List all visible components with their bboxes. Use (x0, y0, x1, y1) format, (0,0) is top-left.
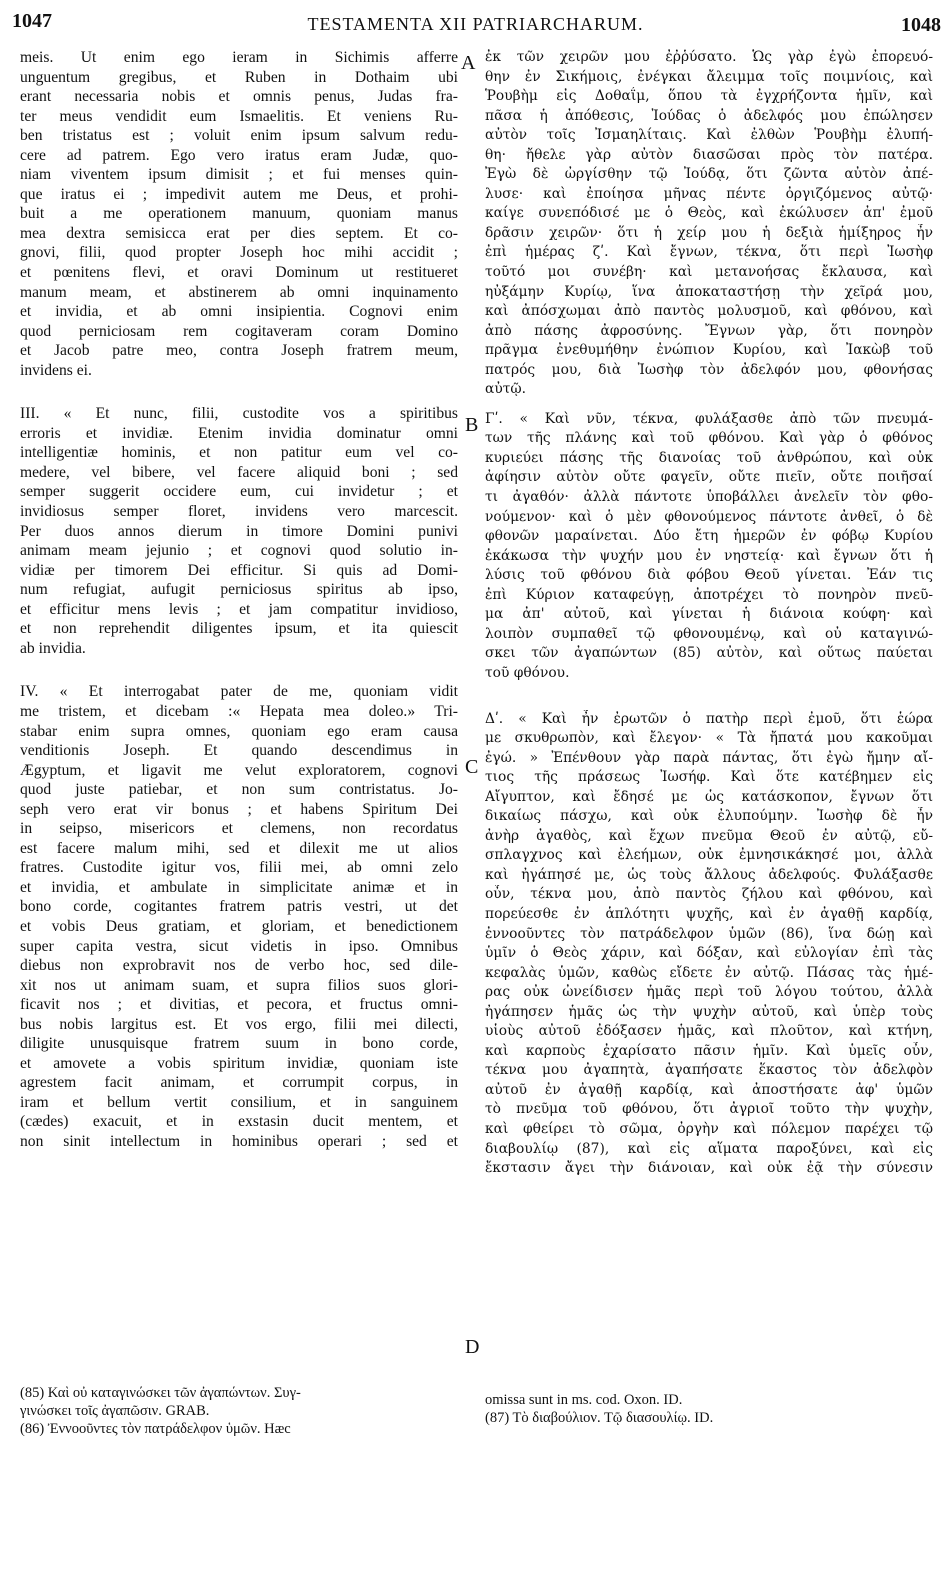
text-line: xit nos ut animam suam, et supra filios suos glori- (20, 976, 458, 994)
text-line: et pœnitens flevi, et oravi Dominum ut restitueret (20, 264, 458, 282)
text-line: medere, vel bibere, vel facere aliquid boni ; sed (20, 463, 458, 481)
text-line: καίγε συνεπόδισέ με ὁ Θεὸς, καὶ ἐκώλυσεν ἀπ' ἐμοῦ (485, 205, 933, 222)
text-line: θη· ἤθελε γὰρ αὐτὸν διασῶσαι πρὸς τὸν πατέρα. (485, 146, 933, 163)
text-line: num refugiat, aufugit perniciosus spiritus ab ipso, (20, 581, 458, 599)
text-line: et invidia, et ab omni insipientia. Cognovi enim (20, 303, 458, 321)
text-line: οὖν, τέκνα μου, ἀπὸ παντὸς ζήλου καὶ φθόνου, καὶ (485, 886, 933, 903)
text-line: quod perniciosam rem cogitaveram coram Domino (20, 322, 458, 340)
text-line: ab invidia. (20, 639, 86, 657)
text-line: Ῥουβὴμ εἰς Δοθαΐμ, ὅπου τὰ ἐγχρήζοντα ἡμῖν, καὶ (485, 88, 933, 105)
text-line: Αἴγυπτον, καὶ ἔδησέ με ὡς κατάσκοπον, ἔγνων ὅτι (485, 788, 933, 805)
text-line: ter meus vendidit eum Ismaelitis. Et veniens Ru- (20, 107, 458, 125)
text-line: meis. Ut enim ego ieram in Sichimis afferre (20, 49, 458, 66)
text-line: bus nobis largitus est. Et vos ergo, filii mei dilecti, (20, 1015, 458, 1033)
paragraph-gap (20, 658, 458, 682)
text-line: πορεύεσθε ἐν ἁπλότητι ψυχῆς, καὶ ἐν ἀγαθῇ καρδίᾳ, (485, 905, 933, 922)
text-line: πατρός μου, διὰ Ἰωσὴφ τὸν ἀδελφόν μου, φθονήσας (485, 361, 933, 378)
text-line: τὸ πνεῦμα τοῦ φθόνου, ὅτι ἀγριοῖ τοῦτο τὴν ψυχὴν, (485, 1101, 933, 1118)
paragraph-gap (485, 400, 933, 410)
text-line: super capita vestra, sicut videtis in ipso. Omnibus (20, 937, 458, 955)
text-line: diebus non exprobravit nos de verbo hoc, sed dile- (20, 957, 458, 975)
text-line: τοῦ φθόνου. (485, 664, 570, 681)
text-line: et non reprehendit diligentes ipsum, et ita quiescit (20, 620, 458, 638)
text-line: κυριεύει πάσης τῆς διανοίας τοῦ ἀνθρώπου, καὶ οὐκ (485, 449, 933, 466)
text-line: venditionis Joseph. Et quando descendimus in (20, 742, 458, 760)
text-line: IV. « Et interrogabat pater de me, quoniam vidit (20, 683, 458, 701)
footnote-line: (87) Τὸ διαβούλιον. Τῷ διασουλίῳ. ID. (485, 1410, 714, 1426)
text-line: manum meam, et abstinerem ab omni inquinamento (20, 283, 458, 301)
text-line: bono corde, cogitantes fratrem patris vestri, ut det (20, 898, 458, 916)
text-line: αὐτοῦ ἐν ἀγαθῇ καρδίᾳ, καὶ ἀποστήσατε ἀφ' ὑμῶν (485, 1081, 933, 1098)
text-line: ben tristatus est ; voluit enim ipsum salvum redu- (20, 127, 458, 145)
text-line: ἐγώ. » Ἐπένθουν γὰρ παρὰ πάντας, ὅτι ἐγὼ ἤμην αἴ- (485, 749, 933, 766)
text-line: erroris et invidiæ. Etenim invidia dominatur omni (20, 424, 458, 442)
text-line: et amovete a vobis spiritum invidiæ, quoniam iste (20, 1054, 458, 1072)
text-line: υἱοὺς αὐτοῦ ἐδόξασεν ἡμᾶς, καὶ πλοῦτον, καὶ κτήνη, (485, 1023, 933, 1040)
text-line: Γʹ. « Καὶ νῦν, τέκνα, φυλάξασθε ἀπὸ τῶν πνευμά- (485, 410, 933, 427)
running-header (0, 0, 951, 44)
text-line: αὐτῷ. (485, 381, 526, 398)
text-line: semper suggerit occidere eum, cui invidetur ; et (20, 483, 458, 501)
text-line: φθονῶν μαραίνεται. Δύο ἔτη ἡμερῶν ἐν φόβῳ Κυρίου (485, 528, 933, 545)
text-line: με σκυθρωπὸν, καὶ ἔλεγον· « Τὰ ἤπατά μου κακοῦμαι (485, 730, 933, 747)
paragraph-gap (485, 684, 933, 710)
footnote-line: omissa sunt in ms. cod. Oxon. ID. (485, 1392, 683, 1408)
text-line: vidiæ per timorem Dei efficitur. Si quis ad Domi- (20, 561, 458, 579)
text-line: σκει τῶν ἀγαπώντων (85) αὐτὸν, καὶ οὕτως παύεται (485, 645, 933, 662)
text-line: gnovi, filii, quod propter Joseph hoc mihi accidit ; (20, 244, 458, 262)
text-line: niam viventem ipsum dimisit ; et fui menses quin- (20, 166, 458, 184)
text-line: me tristem, et dicebam :« Hepata mea doleo.» Tri- (20, 702, 458, 720)
text-line: κεφαλὰς ὑμῶν, καθὼς εἴδετε ἐν αὐτῷ. Πάσας τὰς ἡμέ- (485, 964, 933, 981)
margin-letter-d: D (465, 1336, 480, 1358)
text-line: invidiosus semper floret, invidens vero marcescit. (20, 503, 458, 521)
text-line: est facere malum mihi, sed et dilexit me ut alios (20, 839, 458, 857)
greek-column (485, 48, 933, 1179)
text-line: ἀπὸ πάσης ἀφροσύνης. Ἔγνων γὰρ, ὅτι πονηρὸν (485, 322, 933, 339)
text-line: καὶ φθείρει τὸ σῶμα, ὀργὴν καὶ πόλεμον παρέχει τῷ (485, 1120, 933, 1137)
text-line: ficavit nos ; et divitias, et pecora, et fructus omni- (20, 996, 458, 1014)
text-line: ἀνὴρ ἀγαθὸς, καὶ ἔχων πνεῦμα Θεοῦ ἐν αὐτῷ, εὔ- (485, 827, 933, 844)
margin-letter-c: C (465, 756, 479, 778)
text-line: των τῆς πλάνης καὶ τοῦ φθόνου. Καὶ γὰρ ὁ φθόνος (485, 430, 933, 447)
text-line: et efficitur mens levis ; et jam compatitur invidioso, (20, 600, 458, 618)
text-line: (cædes) exacuit, et in exstasin ducit mentem, et (20, 1113, 458, 1131)
left-page-number: 1047 (12, 10, 52, 32)
text-line: erant necessaria nobis et omnis penus, Judas fra- (20, 88, 458, 106)
text-line: λύσις τοῦ φθόνου διὰ φόβου Θεοῦ γίνεται. Ἐάν τις (485, 567, 933, 584)
text-line: αὐτὸν τοῖς Ἰσμαηλίταις. Καὶ ἐλθὼν Ῥουβὴμ ἐλυπή- (485, 127, 933, 144)
text-line: πᾶσα ἡ ἀπόθεσις, Ἰούδας ὁ ἀδελφός μου ἐπώλησεν (485, 107, 933, 124)
text-line: ὑμῖν ὁ Θεὸς χάριν, καὶ δόξαν, καὶ εὐλογίαν ἐπὶ τὰς (485, 945, 933, 962)
text-line: ρας οὐκ ὠνείδισεν ἡμᾶς περὶ τοῦ λόγου τούτου, ἀλλὰ (485, 984, 933, 1001)
text-line: λοιπὸν συμπαθεῖ τῷ φθονουμένῳ, καὶ οὐ καταγινώ- (485, 625, 933, 642)
text-line: καὶ ἀπόσχωμαι ἀπὸ παντὸς μολυσμοῦ, καὶ φθόνου, καὶ (485, 303, 933, 320)
text-line: ἐπὶ Κύριον καταφεύγῃ, ἀποτρέχει τὸ πονηρὸν πνεῦ- (485, 586, 933, 603)
footnote-line: (86) Ἐννοοῦντες τὸν πατράδελφον ὑμῶν. Hæc (20, 1421, 291, 1437)
text-line: ἐκάκωσα τὴν ψυχήν μου ἐν νηστείᾳ· καὶ ἔγνων ὅτι ἡ (485, 547, 933, 564)
text-line: σπλαγχνος καὶ ἐλεήμων, οὐκ ἐμνησικάκησέ μοι, ἀλλὰ (485, 847, 933, 864)
text-line: et Jacob patre meo, contra Joseph fratrem meum, (20, 342, 458, 360)
text-line: III. « Et nunc, filii, custodite vos a spiritibus (20, 405, 458, 423)
text-line: stabar enim supra omnes, quoniam ego eram causa (20, 722, 458, 740)
margin-letter-b: B (465, 414, 479, 436)
text-line: intelligentiæ hominis, et non patitur eum vel co- (20, 444, 458, 462)
text-line: mea dextra semisicca erat per dies septem. Et co- (20, 224, 458, 242)
text-line: agrestem facit animam, et corrumpit corpus, in (20, 1074, 458, 1092)
text-line: ηὐξάμην Κυρίῳ, ἵνα ἀποκαταστήσῃ τὴν χεῖρά μου, (485, 283, 933, 300)
text-line: τοῦτό μοι συνέβη· καὶ μετανοήσας ἔκλαυσα, καὶ (485, 264, 933, 281)
text-line: Per duos annos dierum in timore Domini punivi (20, 522, 458, 540)
text-line: τιος τῆς πράσεως Ἰωσήφ. Καὶ ὅτε κατέβημεν εἰς (485, 769, 933, 786)
text-line: in seipso, misericors et clemens, non recordatus (20, 820, 458, 838)
text-line: fratres. Custodite igitur vos, filii mei, ab omni zelo (20, 859, 458, 877)
text-line: animam meam jejunio ; et cognovi quod solutio in- (20, 542, 458, 560)
text-line: ἐννοοῦντες τὸν πατράδελφον ὑμῶν (86), ἵνα δώῃ καὶ (485, 925, 933, 942)
text-line: τέκνα μου ἀγαπητὰ, ἀγαπήσατε ἕκαστος τὸν ἀδελφὸν (485, 1062, 933, 1079)
text-line: ἐκ τῶν χειρῶν μου ἐῤῥύσατο. Ὡς γὰρ ἐγὼ ἐπορευό- (485, 49, 933, 65)
footnote-line: γινώσκει τοῖς ἀγαπῶσιν. GRAB. (20, 1403, 210, 1419)
text-line: δικαίως πάσχω, καὶ οὐκ ἐλυπούμην. Ἰωσὴφ δὲ ἦν (485, 808, 933, 825)
right-page-number: 1048 (901, 14, 941, 36)
footnotes-left (20, 1384, 458, 1438)
running-title: TESTAMENTA XII PATRIARCHARUM. (307, 14, 644, 34)
text-line: ἠγάπησεν ἡμᾶς ὡς τὴν ψυχὴν αὐτοῦ, καὶ ὑπὲρ τοὺς (485, 1003, 933, 1020)
text-line: νούμενον· καὶ ὁ μὲν φθονούμενος πάντοτε ἀνθεῖ, ὁ δὲ (485, 508, 933, 525)
text-line: θην ἐν Σικήμοις, ἐνέγκαι ἄλειμμα τοῖς ποιμνίοις, καὶ (485, 68, 933, 85)
text-line: τι ἀγαθόν· ἀλλὰ πάντοτε ὑποβάλλει ἀνελεῖν τὸν φθο- (485, 489, 933, 506)
margin-letter-a: A (461, 52, 476, 74)
text-line: non sinit intellectum in hominibus operari ; sed et (20, 1132, 458, 1150)
text-line: διαβουλίῳ (87), καὶ εἰς αἵματα παροξύνει, καὶ εἰς (485, 1140, 933, 1157)
text-line: καὶ καρποὺς ἐχαρίσατο πᾶσιν ἡμῖν. Καὶ ὑμεῖς οὖν, (485, 1042, 933, 1059)
text-line: buit a me operationem manuum, quoniam manus (20, 205, 458, 223)
text-line: Δʹ. « Καὶ ἦν ἐρωτῶν ὁ πατὴρ περὶ ἐμοῦ, ὅτι ἑώρα (485, 710, 933, 727)
text-line: cere ad patrem. Ego vero iratus eram Judæ, quo- (20, 146, 458, 164)
footnote-line: (85) Καὶ οὐ καταγινώσκει τῶν ἀγαπώντων. Συγ- (20, 1385, 301, 1401)
text-line: ἀφίησιν αὐτὸν οὔτε φαγεῖν, οὔτε πιεῖν, οὔτε ποιῆσαί (485, 469, 933, 486)
text-line: μα ἀπ' αὐτοῦ, καὶ γίνεται ἡ διάνοια κούφη· καὶ (485, 606, 933, 623)
text-line: ἐπὶ ἡμέρας ζʹ. Καὶ ἔγνων, τέκνα, ὅτι περὶ Ἰωσὴφ (485, 244, 933, 261)
paragraph-gap (20, 380, 458, 404)
text-line: καὶ ἠγάπησέ με, ὡς τοὺς ἄλλους ἀδελφούς. Φυλάξασθε (485, 866, 933, 883)
text-line: invidens ei. (20, 361, 92, 379)
text-line: diligite unusquisque fratrem suum in bono corde, (20, 1035, 458, 1053)
text-line: quod juste patiebar, et non sum contristatus. Jo- (20, 781, 458, 799)
text-line: Ægyptum, et ligavit me velut exploratorem, cognovi (20, 761, 458, 779)
text-line: δρᾶσιν χειρῶν· ὅτι ἡ χείρ μου ἡ δεξιὰ ἡμίξηρος ἦν (485, 224, 933, 241)
text-line: que iratus ei ; impedivit autem me Deus, et prohi- (20, 185, 458, 203)
text-line: unguentum gregibus, et Ruben in Dothaim ubi (20, 68, 458, 86)
latin-column (20, 48, 458, 1152)
text-line: iram et bellum vertit consilium, et in sanguinem (20, 1093, 458, 1111)
footnotes-right (485, 1391, 933, 1427)
text-line: λυσε· καὶ ἐποίησα μῆνας πέντε ὀργιζόμενος αὐτῷ· (485, 185, 933, 202)
text-line: et invidia, et ambulate in simplicitate animæ et in (20, 878, 458, 896)
text-line: πρᾶγμα ἐνεθυμήθην ἐνώπιον Κυρίου, καὶ Ἰακὼβ τοῦ (485, 342, 933, 359)
text-line: seph vero erat vir bonus ; et habens Spiritum Dei (20, 800, 458, 818)
text-line: et vobis Deus gratiam, et gloriam, et benedictionem (20, 917, 458, 935)
text-line: Ἐγὼ δὲ ὠργίσθην τῷ Ἰούδᾳ, ὅτι ζῶντα αὐτὸν ἀπέ- (485, 166, 933, 183)
text-line: ἔκστασιν ἄγει τὴν διάνοιαν, καὶ οὐκ ἐᾷ τὴν σύνεσιν (485, 1160, 933, 1177)
